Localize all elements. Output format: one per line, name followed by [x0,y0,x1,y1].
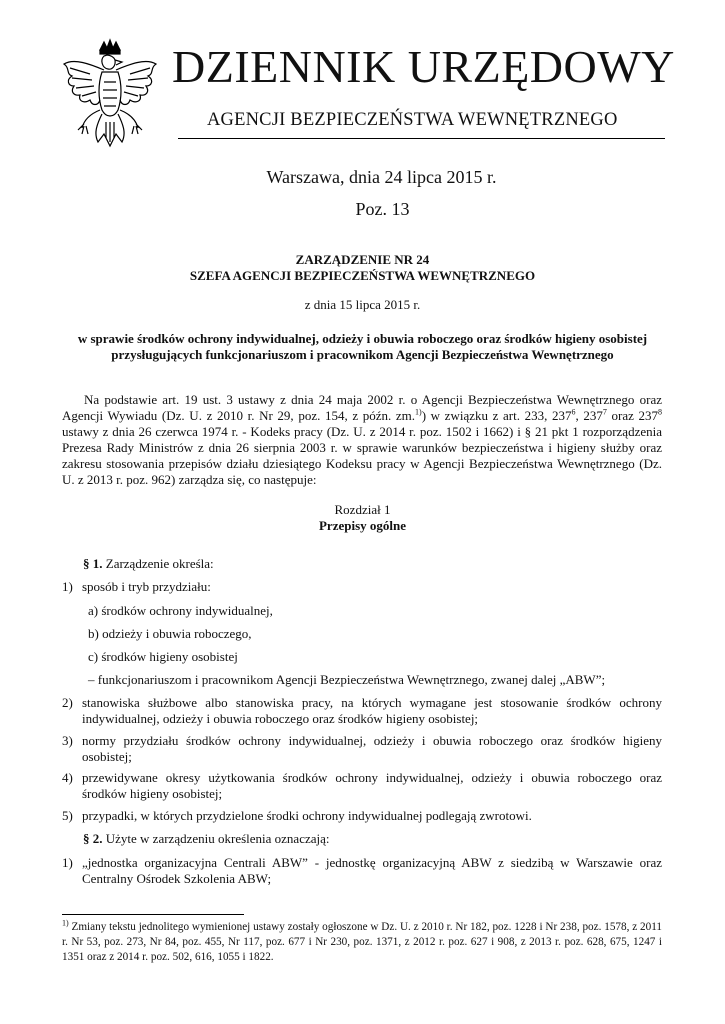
footnote-text: Zmiany tekstu jednolitego wymienionej ustawy zostały ogłoszone w Dz. U. z 2010 r. Nr 182, poz. 1228 i Nr 238, poz. 1578, z 2011 r. Nr 53, poz. 273, Nr 84, poz. 455, Nr 117, poz. 677 i Nr 230, poz. 1371, z 2012 r. poz. 627 i 908, z 2013 r. poz. 628, 675, 1247 i 1351 oraz z 2014 r. poz. 502, 616, 1055 i 1822. [62,921,662,963]
superscript-7: 7 [602,407,607,417]
s1-item2: stanowiska służbowe albo stanowiska pracy, na których wymagane jest stosowanie środków ochrony indywidualnej, odzieży i obuwia roboczego oraz środków higieny osobistej; [82,695,662,726]
s1-item5: przypadki, w których przydzielone środki ochrony indywidualnej podlegają zwrotowi. [82,808,532,823]
section-2-mark: § 2. [83,831,103,846]
position-number: Poz. 13 [355,199,410,219]
chapter-title: Przepisy ogólne [318,518,406,533]
chapter-label: Rozdział 1 [334,502,391,517]
s1-item1-number: 1) [62,579,73,594]
act-subject-line1: w sprawie środków ochrony indywidualnej, odzieży i obuwia roboczego oraz środków higieny osobistej [77,331,648,346]
s1-item1: sposób i tryb przydziału: [82,579,211,594]
act-title-line1: ZARZĄDZENIE NR 24 [295,252,430,267]
preamble-text-3: , 237 [575,408,603,423]
preamble-text-1: Na podstawie art. 19 ust. 3 ustawy z dnia 24 maja 2002 r. o Agencji Bezpieczeństwa Wewnętrznego oraz Agencji Wywiadu (Dz. U. z 2010 r. Nr 29, poz. 154, z późn. zm. [62,392,662,423]
section-1-intro-text: Zarządzenie określa: [105,556,214,571]
section-1-intro [83,556,214,572]
s1-item3-number: 3) [62,733,73,748]
s1-item5-number: 5) [62,808,73,823]
s1-item2-number: 2) [62,695,73,710]
act-subject-line2: przysługujących funkcjonariuszom i pracownikom Agencji Bezpieczeństwa Wewnętrznego [111,347,614,362]
preamble-text-4: oraz 237 [606,408,659,423]
superscript-6: 6 [571,407,576,417]
s1-item1-a: a) środków ochrony indywidualnej, [88,603,273,618]
place-and-date: Warszawa, dnia 24 lipca 2015 r. [266,167,497,187]
s1-item1-b: b) odzieży i obuwia roboczego, [88,626,252,641]
footnote-reference: 1) [415,407,422,417]
section-2-intro-text: Użyte w zarządzeniu określenia oznaczają: [105,831,330,846]
s2-item1-number: 1) [62,855,73,870]
preamble-paragraph [62,392,662,488]
journal-title: DZIENNIK URZĘDOWY [172,41,675,92]
footnote [62,920,662,965]
superscript-8: 8 [658,407,663,417]
act-title-line2: SZEFA AGENCJI BEZPIECZEŃSTWA WEWNĘTRZNEGO [189,268,536,283]
polish-eagle-emblem-icon [60,38,160,156]
section-2-intro [83,831,330,847]
s1-item4: przewidywane okresy użytkowania środków ochrony indywidualnej, odzieży i obuwia roboczego oraz środków higieny osobistej; [82,770,662,801]
preamble-text-5: ustawy z dnia 26 czerwca 1974 r. - Kodeks pracy (Dz. U. z 2014 r. poz. 1502 i 1662) i § 21 pkt 1 rozporządzenia Prezesa Rady Ministrów z dnia 26 sierpnia 2003 r. w sprawie warunków bezpieczeństwa i higieny służby oraz zakresu stosowania przepisów działu dziesiątego Kodeksu pracy w Agencji Bezpieczeństwa Wewnętrznego (Dz. U. z 2013 r. poz. 962) zarządza się, co następuje: [62,424,662,487]
s1-item1-c: c) środków higieny osobistej [88,649,238,664]
section-1-mark: § 1. [83,556,103,571]
header-divider [178,138,665,139]
act-date: z dnia 15 lipca 2015 r. [304,297,421,312]
footnote-mark: 1) [62,918,69,928]
s1-item1-tail: – funkcjonariuszom i pracownikom Agencji Bezpieczeństwa Wewnętrznego, zwanej dalej „ABW”; [88,672,606,687]
footnote-divider [62,914,244,915]
s1-item3: normy przydziału środków ochrony indywidualnej, odzieży i obuwia roboczego oraz środków higieny osobistej; [82,733,662,764]
preamble-text-2: ) w związku z art. 233, 237 [421,408,572,423]
agency-name: AGENCJI BEZPIECZEŃSTWA WEWNĘTRZNEGO [207,110,618,130]
s1-item4-number: 4) [62,770,73,785]
s2-item1: „jednostka organizacyjna Centrali ABW” - jednostkę organizacyjną ABW z siedzibą w Warszawie oraz Centralny Ośrodek Szkolenia ABW; [82,855,662,886]
